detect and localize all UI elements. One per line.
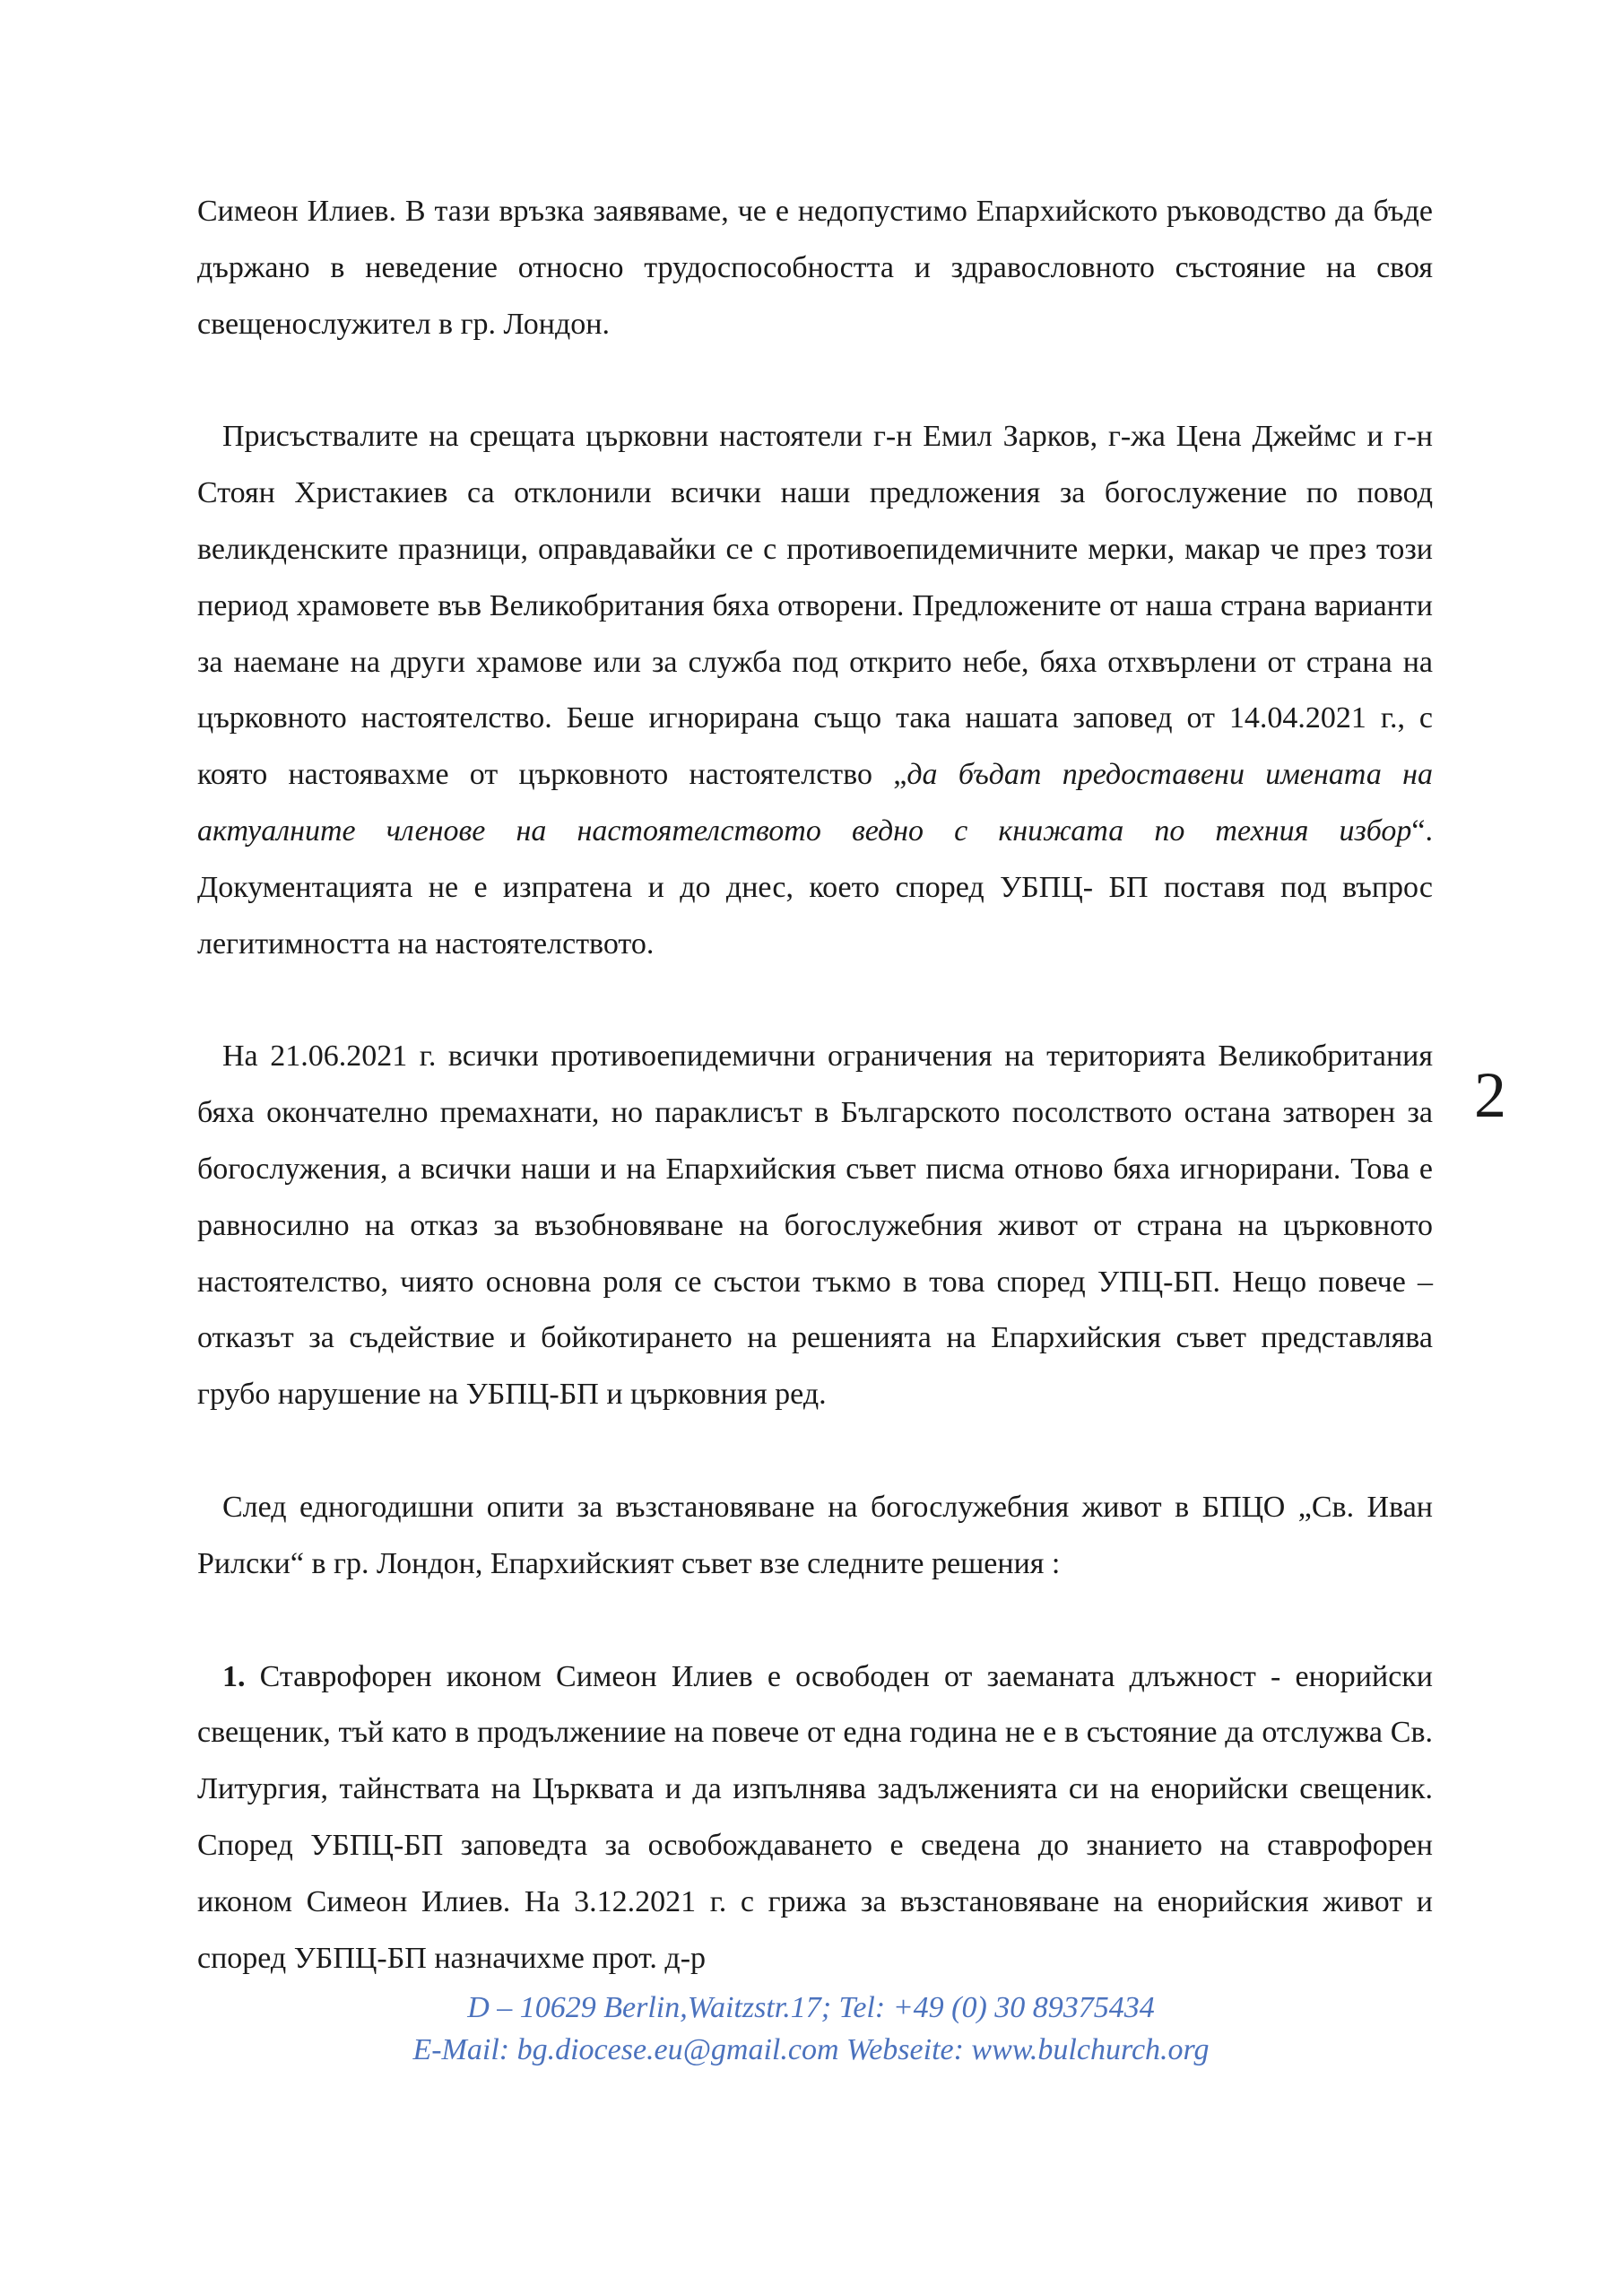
- decision-1: [197, 1649, 1433, 1987]
- footer: [0, 1987, 1622, 2071]
- paragraph-4: След едногодишни опити за възстановяване на богослужебния живот в БПЦО „Св. Иван Рилски“ в гр. Лондон, Епархийският съвет взе следните решения :: [197, 1490, 1433, 1580]
- footer-contact: E-Mail: bg.diocese.eu@gmail.com Webseite: www.bulchurch.org: [412, 2033, 1210, 2066]
- page-number: 2: [1474, 1059, 1506, 1131]
- paragraph-gap: [197, 1423, 1433, 1480]
- decision-text: Ставрофорен иконом Симеон Илиев е освободен от заеманата длъжност - енорийски свещеник, тъй като в продължениие на повече от една година не е в състояние да отслужва Св. Литургия, тайнствата на Църквата и да изпълнява задълженията си на енорийски свещеник. Според УБПЦ-БП заповедта за освобождаването е сведена до знанието на ставрофорен иконом Симеон Илиев. На 3.12.2021 г. с грижа за възстановяване на енорийския живот и според УБПЦ-БП назначихме прот. д-р: [197, 1659, 1433, 1975]
- footer-address: D – 10629 Berlin,Waitzstr.17; Tel: +49 (0) 30 89375434: [467, 1991, 1155, 2024]
- paragraph-gap: [197, 1593, 1433, 1649]
- letter-body: [197, 184, 1433, 1987]
- paragraph-2-text-end: “. Документацията не е изпратена и до днес, което според УБПЦ- БП поставя под въпрос легитимността на настоятелството.: [197, 813, 1433, 961]
- paragraph-2-quote: да бъдат предоставени имената на актуалните членове на настоятелството ведно с книжата по техния избор: [197, 758, 1433, 848]
- paragraph-gap: [197, 352, 1433, 409]
- paragraph-3: На 21.06.2021 г. всички противоепидемични ограничения на територията Великобритания бяха окончателно премахнати, но параклисът в Българското посолството остана затворен за богослужения, а всички наши и на Епархийския съвет писма отново бяха игнорирани. Това е равносилно на отказ за възобновяване на богослужебния живот от страна на църковното настоятелство, чиято основна роля се състои тъкмо в това според УПЦ-БП. Нещо повече – отказът за съдействие и бойкотирането на решенията на Епархийския съвет представлява грубо нарушение на УБПЦ-БП и църковния ред.: [197, 1039, 1433, 1412]
- decision-number: 1.: [222, 1659, 246, 1693]
- paragraph-gap: [197, 972, 1433, 1029]
- paragraph-1: Симеон Илиев. В тази връзка заявяваме, че е недопустимо Епархийското ръководство да бъде държано в неведение относно трудоспособността и здравословното състояние на своя свещенослужител в гр. Лондон.: [197, 195, 1433, 341]
- paragraph-2-text-start: Присъствалите на срещата църковни настоятели г-н Емил Зарков, г-жа Цена Джеймс и г-н Стоян Христакиев са отклонили всички наши предложения за богослужение по повод великденските празници, оправдавайки се с противоепидемичните мерки, макар че през този период храмовете във Великобритания бяха отворени. Предложените от наша страна варианти за наемане на други храмове или за служба под открито небе, бяха отхвърлени от страна на църковното настоятелство. Беше игнорирана също така нашата заповед от 14.04.2021 г., с която настоявахме от църковното настоятелство „: [197, 420, 1433, 792]
- paragraph-2: [197, 409, 1433, 972]
